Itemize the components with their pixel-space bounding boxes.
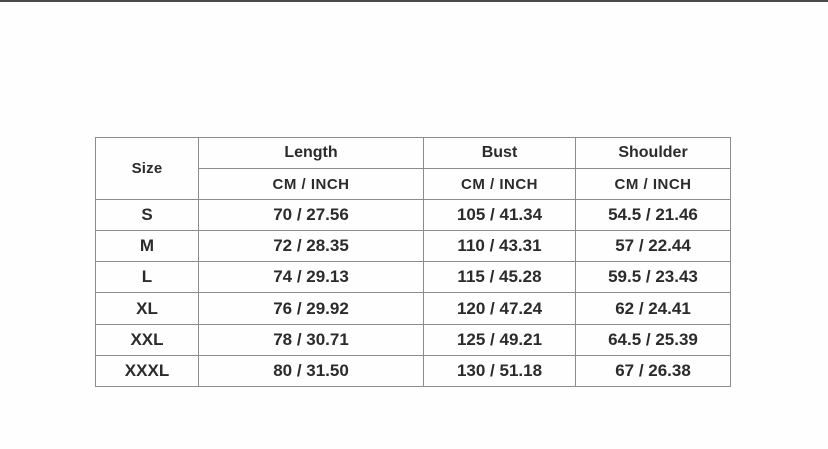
size-label: M xyxy=(96,231,199,262)
shoulder-value: 67 / 26.38 xyxy=(576,355,731,386)
bust-value: 110 / 43.31 xyxy=(424,231,576,262)
bust-value: 125 / 49.21 xyxy=(424,324,576,355)
size-label: XXL xyxy=(96,324,199,355)
header-bust: Bust xyxy=(424,138,576,169)
length-value: 76 / 29.92 xyxy=(199,293,424,324)
size-label: XL xyxy=(96,293,199,324)
table-row xyxy=(96,200,731,231)
header-size: Size xyxy=(96,138,199,200)
table-row xyxy=(96,355,731,386)
bust-value: 120 / 47.24 xyxy=(424,293,576,324)
length-value: 72 / 28.35 xyxy=(199,231,424,262)
size-label: L xyxy=(96,262,199,293)
bust-value: 130 / 51.18 xyxy=(424,355,576,386)
header-row-main xyxy=(96,138,731,169)
header-length: Length xyxy=(199,138,424,169)
size-label: XXXL xyxy=(96,355,199,386)
bust-value: 115 / 45.28 xyxy=(424,262,576,293)
units-bust: CM / INCH xyxy=(424,169,576,200)
shoulder-value: 62 / 24.41 xyxy=(576,293,731,324)
top-divider-line xyxy=(0,0,828,2)
table-row xyxy=(96,324,731,355)
length-value: 74 / 29.13 xyxy=(199,262,424,293)
length-value: 80 / 31.50 xyxy=(199,355,424,386)
size-label: S xyxy=(96,200,199,231)
units-length: CM / INCH xyxy=(199,169,424,200)
shoulder-value: 57 / 22.44 xyxy=(576,231,731,262)
length-value: 70 / 27.56 xyxy=(199,200,424,231)
bust-value: 105 / 41.34 xyxy=(424,200,576,231)
shoulder-value: 59.5 / 23.43 xyxy=(576,262,731,293)
table-row xyxy=(96,262,731,293)
size-chart-table xyxy=(95,137,731,387)
table-row xyxy=(96,231,731,262)
shoulder-value: 54.5 / 21.46 xyxy=(576,200,731,231)
shoulder-value: 64.5 / 25.39 xyxy=(576,324,731,355)
length-value: 78 / 30.71 xyxy=(199,324,424,355)
table-row xyxy=(96,293,731,324)
units-shoulder: CM / INCH xyxy=(576,169,731,200)
size-chart-container xyxy=(95,137,731,387)
header-shoulder: Shoulder xyxy=(576,138,731,169)
